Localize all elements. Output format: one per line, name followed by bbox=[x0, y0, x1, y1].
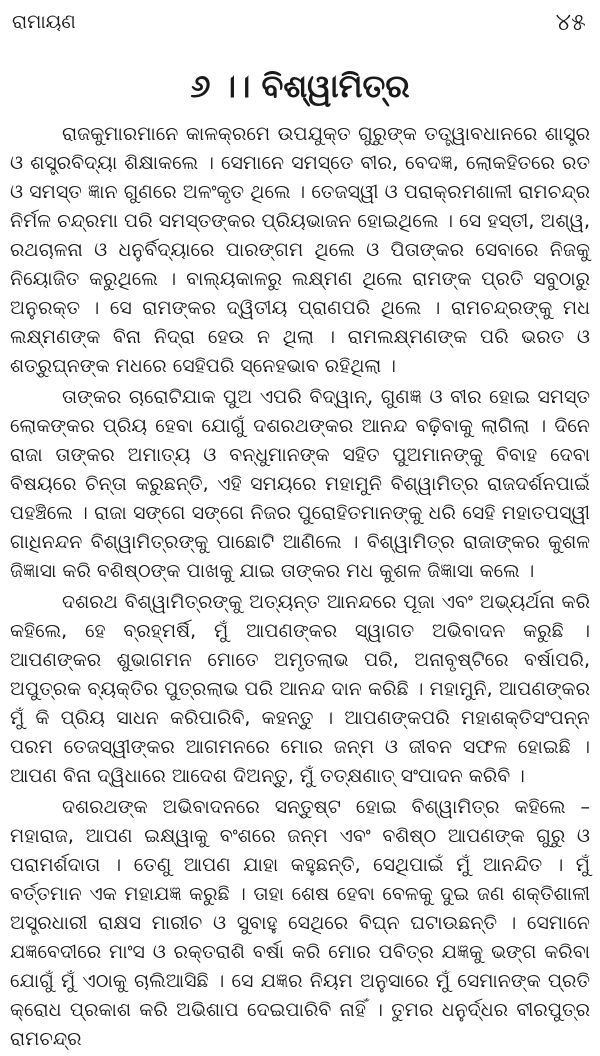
paragraph-1: ରାଜକୁମାରମାନେ କାଳକ୍ରମେ ଉପଯୁକ୍ତ ଗୁରୁଙ୍କ ତତ୍ତ୍ୱାବଧାନରେ ଶାସ୍ତ୍ର ଓ ଶସ୍ତ୍ରବିଦ୍ୟା ଶିକ୍ଷାକଲେ । ସେମାନେ ସମସ୍ତେ ବୀର, ବେଦଜ୍ଞ, ଲୋକହିତରେ ରତ ଓ ସମସ୍ତ ଜ୍ଞାନ ଗୁଣରେ ଅଳଂକୃତ ଥିଲେ । ତେଜସ୍ୱୀ ଓ ପରାକ୍ରମଶାଳୀ ରାମଚନ୍ଦ୍ର ନିର୍ମଳ ଚନ୍ଦ୍ରମା ପରି ସମସ୍ତଙ୍କର ପ୍ରିୟଭାଜନ ହୋଇଥିଲେ । ସେ ହସ୍ତୀ, ଅଶ୍ୱ, ରଥଚାଳନା ଓ ଧନୁର୍ବିଦ୍ୟାରେ ପାରଙ୍ଗମ ଥିଲେ ଓ ପିତାଙ୍କର ସେବାରେ ନିଜକୁ ନିୟୋଜିତ କରୁଥିଲେ । ବାଲ୍ୟକାଳରୁ ଲକ୍ଷ୍ମଣ ଥିଲେ ରାମଙ୍କ ପ୍ରତି ସବୁଠାରୁ ଅନୁରକ୍ତ । ସେ ରାମଙ୍କର ଦ୍ୱିତୀୟ ପ୍ରାଣପରି ଥିଲେ । ରାମଚନ୍ଦ୍ରଙ୍କୁ ମଧ ଲକ୍ଷ୍ମଣଙ୍କ ବିନା ନିଦ୍ରା ହେଉ ନ ଥିଲା । ରାମଲକ୍ଷ୍ମଣଙ୍କ ପରି ଭରତ ଓ ଶତ୍ରୁଘ୍ନଙ୍କ ମଧରେ ସେହିପରି ସ୍ନେହଭାବ ରହିଥିଲା । bbox=[10, 123, 590, 377]
paragraph-2: ତାଙ୍କର ଚାରୋଟିଯାକ ପୁଅ ଏପରି ବିଦ୍ୱାନ୍, ଗୁଣଜ୍ଞ ଓ ବୀର ହୋଇ ସମସ୍ତ ଲୋକଙ୍କର ପ୍ରିୟ ହେବା ଯୋଗୁଁ ଦଶରଥଙ୍କର ଆନନ୍ଦ ବଢ଼ିବାକୁ ଲାଗିଲା । ଦିନେ ରାଜା ତାଙ୍କର ଅମାତ୍ୟ ଓ ବନ୍ଧୁମାନଙ୍କ ସହିତ ପୁଅମାନଙ୍କୁ ବିବାହ ଦେବା ବିଷୟରେ ଚିନ୍ତା କରୁଛନ୍ତି, ଏହି ସମୟରେ ମହାମୁନି ବିଶ୍ୱାମିତ୍ର ରାଜଦର୍ଶନପାଇଁ ପହଞ୍ଚିଲେ । ରାଜା ସଙ୍ଗେ ସଙ୍ଗେ ନିଜର ପୁରୋହିତମାନଙ୍କୁ ଧରି ସେହି ମହାତପସ୍ୱୀ ଗାଧିନନ୍ଦନ ବିଶ୍ୱାମିତ୍ରଙ୍କୁ ପାଛୋଟି ଆଣିଲେ । ବିଶ୍ୱାମିତ୍ର ରାଜାଙ୍କର କୁଶଳ ଜିଜ୍ଞାସା କରି ବଶିଷ୍ଠଙ୍କ ପାଖକୁ ଯାଇ ତାଙ୍କର ମଧ କୁଶଳ ଜିଜ୍ଞାସା କଲେ । bbox=[10, 386, 590, 582]
running-header bbox=[12, 8, 588, 38]
paragraph-3: ଦଶରଥ ବିଶ୍ୱାମିତ୍ରଙ୍କୁ ଅତ୍ୟନ୍ତ ଆନନ୍ଦରେ ପୂଜା ଏବଂ ଅଭ୍ୟର୍ଥନା କରି କହିଲେ, ହେ ବ୍ରହ୍ମର୍ଷି, ମୁଁ ଆପଣଙ୍କର ସ୍ୱାଗତ ଅଭିବାଦନ କରୁଛି । ଆପଣଙ୍କର ଶୁଭାଗମନ ମୋତେ ଅମୃତଲାଭ ପରି, ଅନାବୃଷ୍ଟିରେ ବର୍ଷାପରି, ଅପୁତ୍ରକ ବ୍ୟକ୍ତିର ପୁତ୍ରଲାଭ ପରି ଆନନ୍ଦ ଦାନ କରିଛି । ମହାମୁନି, ଆପଣଙ୍କର ମୁଁ କି ପ୍ରିୟ ସାଧନ କରିପାରିବି, କହନ୍ତୁ । ଆପଣଙ୍କପରି ମହାଶକ୍ତିସଂପନ୍ନ ପରମ ତେଜସ୍ୱୀଙ୍କର ଆଗମନରେ ମୋର ଜନ୍ମ ଓ ଜୀବନ ସଫଳ ହୋଇଛି । ଆପଣ ବିନା ଦ୍ୱିଧାରେ ଆଦେଶ ଦିଅନ୍ତୁ, ମୁଁ ତତ୍‌କ୍ଷଣାତ୍ ସଂପାଦନ କରିବି । bbox=[10, 591, 590, 787]
page-number: ୪୫ bbox=[555, 8, 586, 36]
body-text bbox=[10, 120, 590, 1056]
chapter-title: ୬ ।। ବିଶ୍ୱାମିତ୍ର bbox=[190, 67, 410, 105]
paragraph-4: ଦଶରଥଙ୍କ ଅଭିବାଦନରେ ସନ୍ତୁଷ୍ଟ ହୋଇ ବିଶ୍ୱାମିତ୍ର କହିଲେ – ମହାରାଜ, ଆପଣ ଇକ୍ଷ୍ୱାକୁ ବଂଶରେ ଜନ୍ମ ଏବଂ ବଶିଷ୍ଠ ଆପଣଙ୍କ ଗୁରୁ ଓ ପରାମର୍ଶଦାତା । ତେଣୁ ଆପଣ ଯାହା କହୁଛନ୍ତି, ସେଥିପାଇଁ ମୁଁ ଆନନ୍ଦିତ । ମୁଁ ବର୍ତ୍ତମାନ ଏକ ମହାଯଜ୍ଞ କରୁଛି । ତାହା ଶେଷ ହେବା ବେଳକୁ ଦୁଇ ଜଣ ଶକ୍ତିଶାଳୀ ଅସ୍ତ୍ରଧାରୀ ରାକ୍ଷସ ମାରୀଚ ଓ ସୁବାହୁ ସେଥିରେ ବିଘ୍ନ ଘଟାଉଛନ୍ତି । ସେମାନେ ଯଜ୍ଞବେଦୀରେ ମାଂସ ଓ ରକ୍ତରାଶି ବର୍ଷା କରି ମୋର ପବିତ୍ର ଯଜ୍ଞକୁ ଭଙ୍ଗ କରିବା ଯୋଗୁଁ ମୁଁ ଏଠାକୁ ଚାଲିଆସିଛି । ସେ ଯଜ୍ଞର ନିୟମ ଅନୁସାରେ ମୁଁ ସେମାନଙ୍କ ପ୍ରତି କ୍ରୋଧ ପ୍ରକାଶ କରି ଅଭିଶାପ ଦେଇପାରିବି ନାହିଁ । ତୁମର ଧନୁର୍ଦ୍ଧର ବୀରପୁତ୍ର ରାମଚନ୍ଦ୍ର bbox=[10, 796, 590, 1050]
running-title: ରାମାୟଣ bbox=[12, 11, 76, 33]
